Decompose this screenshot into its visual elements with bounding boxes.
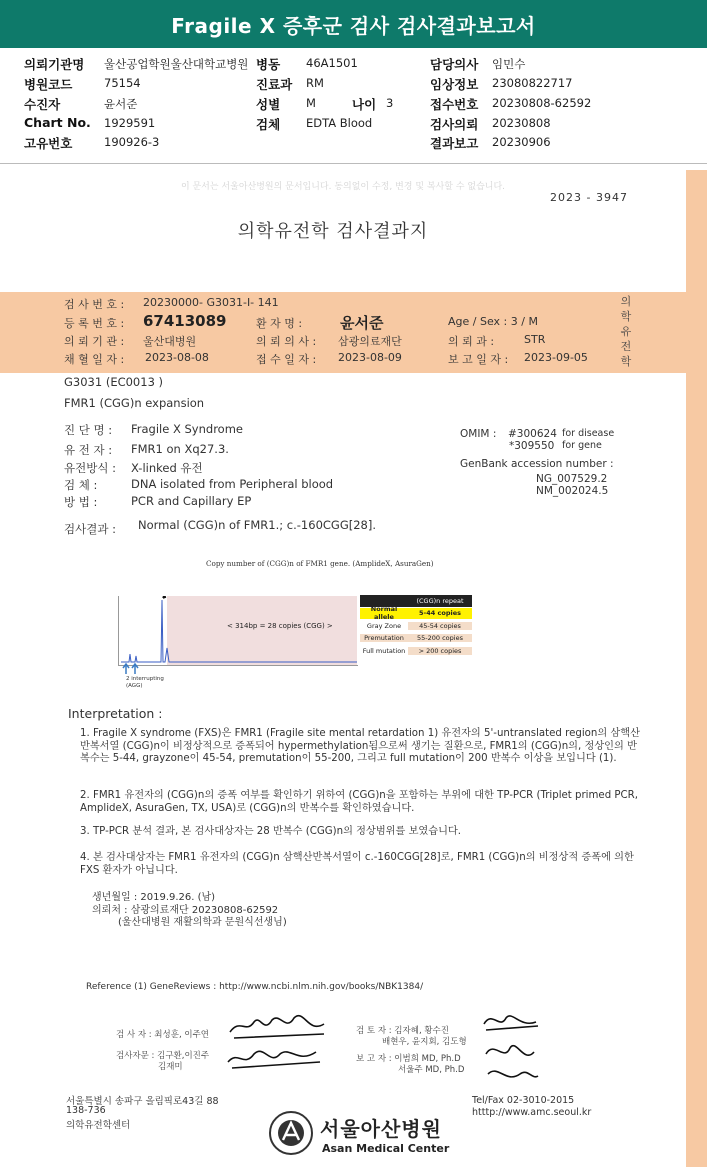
- patient-label: 환 자 명 :: [256, 317, 303, 330]
- collect-label: 채 혈 일 자 :: [64, 353, 125, 366]
- website: htttp://www.amc.seoul.kr: [472, 1107, 592, 1118]
- inherit: X-linked 유전: [131, 461, 203, 475]
- info-label: 수진자: [24, 97, 61, 112]
- info-label: 고유번호: [24, 136, 73, 151]
- agg-arrows-icon: [122, 662, 142, 674]
- info-value: 23080822717: [492, 76, 573, 90]
- dept: STR: [524, 333, 546, 346]
- req-lab-label: 의 뢰 의 사 :: [256, 335, 317, 348]
- genbank-nm: NM_002024.5: [536, 485, 609, 497]
- tester-advisor: 검사자문 : 김구환,이진주: [116, 1051, 210, 1061]
- test-code: G3031 (EC0013 ): [64, 375, 164, 389]
- info-value: 46A1501: [306, 56, 358, 70]
- postcode: 138-736: [66, 1105, 106, 1116]
- reg-no: 67413089: [143, 312, 227, 330]
- info-label: 진료과: [256, 77, 293, 92]
- info-value: 임민수: [492, 57, 526, 71]
- result-label: 검사결과 :: [64, 522, 116, 536]
- test-no: 20230000- G3031-I- 141: [143, 296, 279, 309]
- legend-row: [360, 633, 472, 646]
- info-value: 윤서준: [104, 97, 138, 111]
- method: PCR and Capillary EP: [131, 494, 252, 508]
- info-label: 임상정보: [430, 77, 479, 92]
- referrer: 의뢰처 : 삼광의료재단 20230808-62592: [92, 905, 279, 916]
- interpretation-item: 4. 본 검사대상자는 FMR1 유전자의 (CGG)n 삼핵산반복서열이 c.-160CGG[28]로, FMR1 (CGG)n의 비정상적 증폭에 의한 FXS 환자가 아닙니다.: [80, 852, 634, 876]
- reference: Reference (1) GeneReviews : http://www.ncbi.nlm.nih.gov/books/NBK1384/: [86, 982, 424, 992]
- sample-label: 검 체 :: [64, 478, 98, 492]
- info-label: 담당의사: [430, 57, 479, 72]
- interpretation-item: 1. Fragile X syndrome (FXS)은 FMR1 (Fragile site mental retardation 1) 유전자의 5'-untranslated region의 삼핵산반복서열 (CGG)n이 비정상적으로 증폭되어 hypermethylation됨으로써 생기는 질환으로, FMR1의 (CGG)n의, 정상인의 반복수는 5-44, grayzone이 45-54, premutation이 55-200, 그리고 full mutation이 200 반복수 이상을 보입니다 (1).: [80, 728, 640, 764]
- info-value: 울산공업학원울산대학교병원: [104, 57, 249, 71]
- legend-range: 45-54 copies: [408, 622, 472, 630]
- interpretation-item: 2. FMR1 유전자의 (CGG)n의 증폭 여부를 확인하기 위하여 (CGG)n을 포함하는 부위에 대한 TP-PCR (Triplet primed PCR, AmplideX, AsuraGen, TX, USA)로 (CGG)n의 반복수를 확인하였습니다.: [80, 790, 638, 814]
- sample: DNA isolated from Peripheral blood: [131, 477, 334, 491]
- omim-gene: *309550: [509, 440, 555, 452]
- req-lab: 삼광의료재단: [338, 335, 402, 348]
- info-label: 검체: [256, 117, 281, 132]
- legend-category: Premutation: [360, 634, 408, 642]
- interpretation-heading: Interpretation :: [68, 706, 163, 721]
- info-label: 접수번호: [430, 97, 479, 112]
- omim-label: OMIM :: [460, 428, 497, 440]
- info-label: 의뢰기관명: [24, 57, 85, 72]
- document-title: 의학유전학 검사결과지: [237, 221, 429, 242]
- info-label: 병동: [256, 57, 281, 72]
- info-value: 190926-3: [104, 135, 160, 149]
- method-label: 방 법 :: [64, 495, 98, 509]
- gene-label: 유 전 자 :: [64, 443, 113, 457]
- omim-gene-note: for gene: [562, 440, 602, 451]
- electropherogram: [118, 596, 358, 666]
- test-name: FMR1 (CGG)n expansion: [64, 396, 205, 410]
- diag: Fragile X Syndrome: [131, 422, 243, 436]
- patient-name: 윤서준: [340, 314, 384, 332]
- receive-label: 접 수 일 자 :: [256, 353, 317, 366]
- legend-row: [360, 605, 472, 622]
- info-label: Chart No.: [24, 115, 91, 130]
- omim-disease: #300624: [508, 428, 557, 440]
- info-value: 20230808: [492, 116, 551, 130]
- info-label: 성별: [256, 97, 281, 112]
- info-value: RM: [306, 76, 324, 90]
- legend-category: Gray Zone: [360, 622, 408, 630]
- legend-header: (CGG)n repeat: [416, 596, 464, 605]
- peak-arrow-icon: [163, 596, 169, 598]
- diag-label: 진 단 명 :: [64, 423, 113, 437]
- document-number: 2023 - 3947: [550, 191, 628, 204]
- info-value: 20230808-62592: [492, 96, 592, 110]
- test-no-label: 검 사 번 호 :: [64, 298, 125, 311]
- genbank-label: GenBank accession number :: [460, 458, 614, 470]
- age-sex: Age / Sex : 3 / M: [448, 315, 538, 328]
- legend-row: [360, 645, 472, 658]
- scanned-report: [0, 166, 707, 1167]
- hospital-logo-korean: 서울아산병원: [320, 1117, 442, 1141]
- hospital-logo-english: Asan Medical Center: [322, 1142, 450, 1155]
- address: 서울특별시 송파구 올림픽로43길 88: [66, 1096, 219, 1107]
- legend-category: Full mutation: [360, 647, 408, 655]
- peak-trace: [119, 596, 359, 666]
- reporter-2: 서울주 MD, Ph.D: [398, 1065, 465, 1075]
- legend-row: [360, 620, 472, 633]
- legend-range: 55-200 copies: [408, 634, 472, 642]
- dept-label: 의 뢰 과 :: [448, 335, 495, 348]
- report-date: 2023-09-05: [524, 351, 588, 364]
- age-label: 나이: [352, 97, 377, 112]
- center-name: 의학유전학센터: [66, 1120, 131, 1131]
- org: 울산대병원: [143, 335, 197, 348]
- request-info-panel: [0, 48, 707, 164]
- result-value: Normal (CGG)n of FMR1.; c.-160CGG[28].: [138, 518, 376, 532]
- handwritten-signatures-right: [476, 1004, 546, 1094]
- birth-date: 생년월일 : 2019.9.26. (남): [92, 892, 216, 903]
- gene: FMR1 on Xq27.3.: [131, 442, 229, 456]
- orange-margin-strip: [686, 170, 707, 1167]
- legend-range: 5-44 copies: [418, 609, 461, 618]
- interpretation-item: 3. TP-PCR 분석 결과, 본 검사대상자는 28 반복수 (CGG)n의 정상범위를 보였습니다.: [80, 826, 462, 837]
- chart-legend: [360, 595, 472, 658]
- inherit-label: 유전방식 :: [64, 461, 116, 475]
- asan-seal-icon: [268, 1110, 314, 1156]
- info-label: 검사의뢰: [430, 117, 479, 132]
- receive-date: 2023-08-09: [338, 351, 402, 364]
- age-value: 3: [386, 96, 394, 110]
- reviewer: 검 토 자 : 김자혜, 황수진: [356, 1026, 449, 1036]
- info-value: 20230906: [492, 135, 551, 149]
- agg-note: 2 interrupting (AGG): [126, 676, 164, 689]
- reg-no-label: 등 록 번 호 :: [64, 317, 125, 330]
- info-label: 결과보고: [430, 136, 479, 151]
- org-label: 의 뢰 기 관 :: [64, 335, 125, 348]
- legend-range: > 200 copies: [408, 647, 472, 655]
- info-value: EDTA Blood: [306, 116, 373, 130]
- info-value: 1929591: [104, 116, 156, 130]
- info-label: 병원코드: [24, 77, 73, 92]
- collect-date: 2023-08-08: [145, 351, 209, 364]
- reporter: 보 고 자 : 이범희 MD, Ph.D: [356, 1054, 461, 1064]
- referrer-detail: (울산대병원 재활의학과 문원식선생님): [118, 917, 287, 928]
- info-value: 75154: [104, 76, 141, 90]
- chart-caption: Copy number of (CGG)n of FMR1 gene. (AmplideX, AsuraGen): [206, 559, 434, 568]
- tel-fax: Tel/Fax 02-3010-2015: [472, 1095, 575, 1106]
- info-value: M: [306, 96, 316, 110]
- tester-advisor-2: 김재미: [158, 1062, 183, 1072]
- reviewer-2: 배현우, 윤지회, 김도형: [382, 1037, 467, 1047]
- handwritten-signatures: [224, 1004, 334, 1074]
- report-label: 보 고 일 자 :: [448, 353, 509, 366]
- omim-disease-note: for disease: [562, 428, 615, 439]
- side-vertical-text: 의학유전학: [620, 295, 632, 368]
- genbank-ng: NG_007529.2: [536, 473, 608, 485]
- legend-category: Normal allele: [370, 605, 398, 622]
- watermark-text: 이 문서는 서울아산병원의 문서입니다. 동의없이 수정, 변경 및 복사할 수 없습니다.: [180, 182, 506, 192]
- tester: 검 사 자 : 최성훈, 이주연: [116, 1030, 209, 1040]
- report-title: Fragile X 증후군 검사 검사결과보고서: [0, 0, 707, 48]
- copy-number-label: < 314bp = 28 copies (CGG) >: [227, 622, 333, 630]
